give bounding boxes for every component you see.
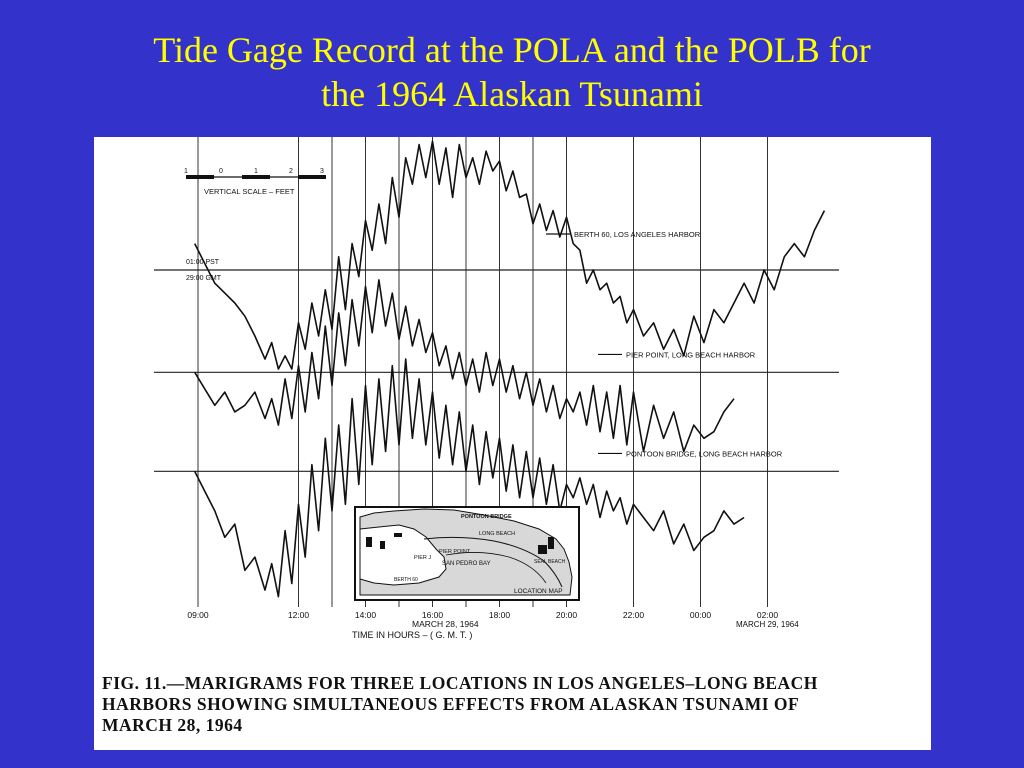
slide-title-line-2: the 1964 Alaskan Tsunami: [321, 74, 703, 114]
series-line: [195, 280, 734, 452]
date-label-march-29: MARCH 29, 1964: [736, 620, 799, 629]
scale-tick-label: 3: [320, 168, 324, 175]
scale-tick-label: 1: [254, 168, 258, 175]
location-map-inset: [355, 507, 579, 600]
map-label-long-beach: LONG BEACH: [479, 531, 516, 537]
series-label: PIER POINT, LONG BEACH HARBOR: [626, 350, 756, 360]
caption-line-2: HARBORS SHOWING SIMULTANEOUS EFFECTS FROM ALASKAN TSUNAMI OF: [102, 694, 800, 714]
caption-line-3: MARCH 28, 1964: [102, 715, 243, 735]
map-label-pier-j: PIER J: [414, 555, 432, 561]
series-labels: [546, 230, 783, 458]
x-tick-label: 14:00: [354, 610, 377, 620]
date-label-march-28: MARCH 28, 1964: [412, 619, 479, 629]
x-tick-label: 00:00: [689, 610, 712, 620]
gmt-marker: 29:00 GMT: [186, 275, 222, 282]
map-label-pier-point: PIER POINT: [439, 549, 471, 555]
pst-marker: 01:00 PST: [186, 259, 220, 266]
scale-tick-label: 2: [289, 168, 293, 175]
x-tick-label: 02:00: [756, 610, 779, 620]
map-label-seal-beach: SEAL BEACH: [534, 559, 566, 565]
vertical-scale-label: VERTICAL SCALE – FEET: [204, 187, 295, 196]
x-tick-label: 16:00: [421, 610, 444, 620]
x-tick-label: 18:00: [488, 610, 511, 620]
map-label-san-pedro-bay: SAN PEDRO BAY: [442, 561, 491, 567]
vertical-scale: [184, 168, 326, 196]
figure-caption: [102, 673, 922, 736]
scale-tick-label: 1: [184, 168, 188, 175]
caption-line-1: FIG. 11.—MARIGRAMS FOR THREE LOCATIONS IN LOS ANGELES–LONG BEACH: [102, 673, 818, 693]
series-label: BERTH 60, LOS ANGELES HARBOR: [574, 230, 701, 239]
series-line: [195, 141, 825, 369]
x-tick-label: 12:00: [287, 610, 310, 620]
x-tick-label: 20:00: [555, 610, 578, 620]
x-axis-label: TIME IN HOURS – ( G. M. T. ): [352, 630, 473, 640]
slide-title: [0, 28, 1024, 116]
x-tick-labels: [187, 610, 778, 620]
map-label-pontoon: PONTOON BRIDGE: [461, 514, 512, 520]
marigram-chart: [94, 137, 931, 750]
figure-panel: [94, 137, 931, 750]
map-label-berth: BERTH 60: [394, 577, 418, 583]
x-tick-label: 09:00: [187, 610, 209, 620]
scale-tick-label: 0: [219, 168, 223, 175]
series-label: PONTOON BRIDGE, LONG BEACH HARBOR: [626, 449, 783, 459]
x-tick-label: 22:00: [622, 610, 645, 620]
slide-title-line-1: Tide Gage Record at the POLA and the POLB for: [153, 30, 871, 70]
map-title: LOCATION MAP: [514, 588, 563, 595]
